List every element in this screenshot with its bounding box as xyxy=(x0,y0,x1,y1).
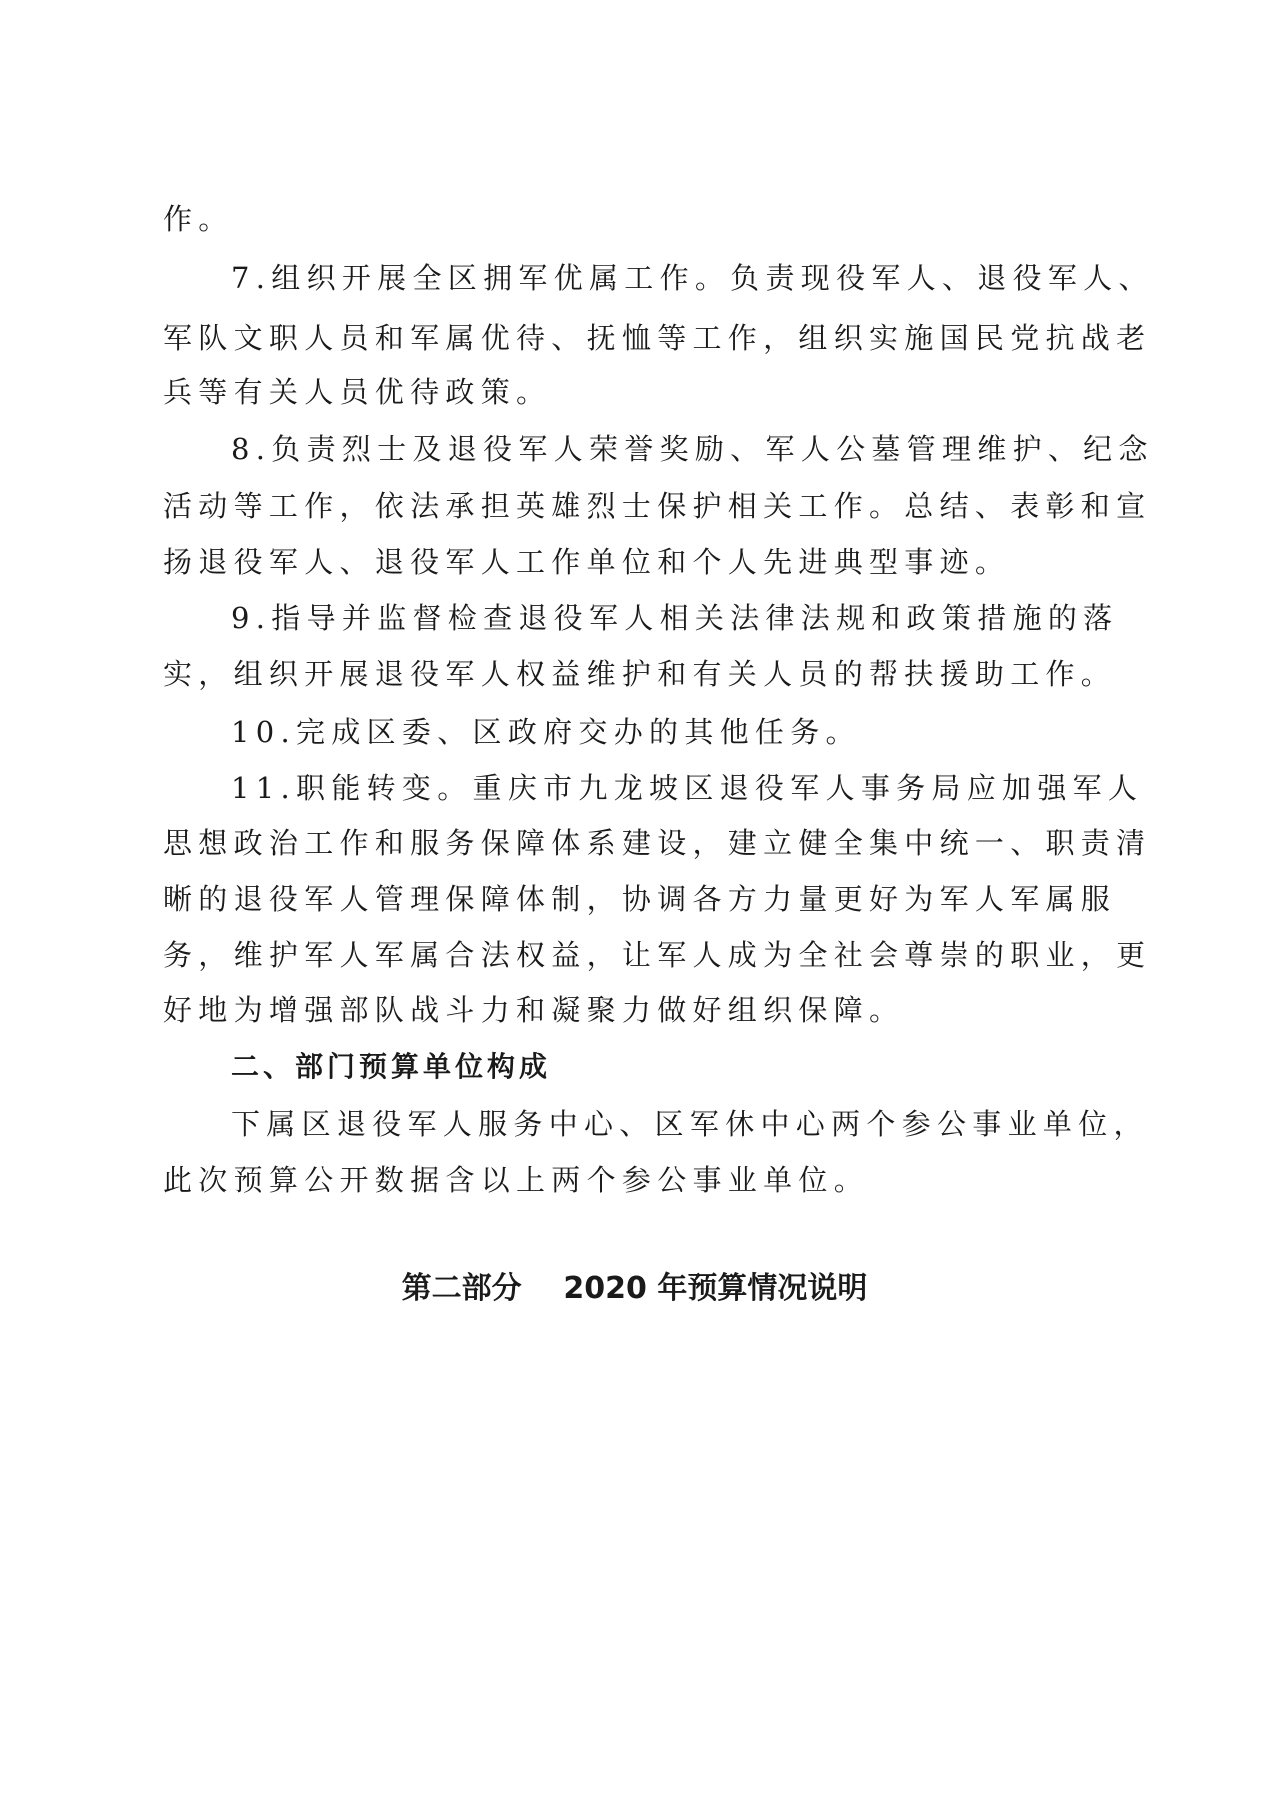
text-line: 作。 xyxy=(163,202,234,236)
text-line: 下属区退役军人服务中心、区军休中心两个参公事业单位， xyxy=(231,1107,1149,1141)
text-line: 11.职能转变。重庆市九龙坡区退役军人事务局应加强军人 xyxy=(231,771,1144,805)
text-line: 思想政治工作和服务保障体系建设，建立健全集中统一、职责清 xyxy=(163,826,1152,860)
text-line: 10.完成区委、区政府交办的其他任务。 xyxy=(231,715,861,749)
text-line: 晰的退役军人管理保障体制，协调各方力量更好为军人军属服 xyxy=(163,882,1117,916)
text-line: 8.负责烈士及退役军人荣誉奖励、军人公墓管理维护、纪念 xyxy=(231,432,1154,466)
text-line: 此次预算公开数据含以上两个参公事业单位。 xyxy=(163,1163,870,1197)
text-line: 活动等工作，依法承担英雄烈士保护相关工作。总结、表彰和宣 xyxy=(163,489,1152,523)
text-line: 军队文职人员和军属优待、抚恤等工作，组织实施国民党抗战老 xyxy=(163,321,1152,355)
text-line: 9.指导并监督检查退役军人相关法律法规和政策措施的落 xyxy=(231,601,1119,635)
section-heading: 二、部门预算单位构成 xyxy=(231,1050,552,1083)
text-line: 7.组织开展全区拥军优属工作。负责现役军人、退役军人、 xyxy=(231,261,1154,295)
text-line: 好地为增强部队战斗力和凝聚力做好组织保障。 xyxy=(163,993,905,1027)
text-line: 兵等有关人员优待政策。 xyxy=(163,375,552,409)
text-line: 实，组织开展退役军人权益维护和有关人员的帮扶援助工作。 xyxy=(163,657,1117,691)
part-title: 第二部分 2020 年预算情况说明 xyxy=(401,1271,868,1306)
text-line: 务，维护军人军属合法权益，让军人成为全社会尊崇的职业，更 xyxy=(163,938,1152,972)
text-line: 扬退役军人、退役军人工作单位和个人先进典型事迹。 xyxy=(163,545,1011,579)
